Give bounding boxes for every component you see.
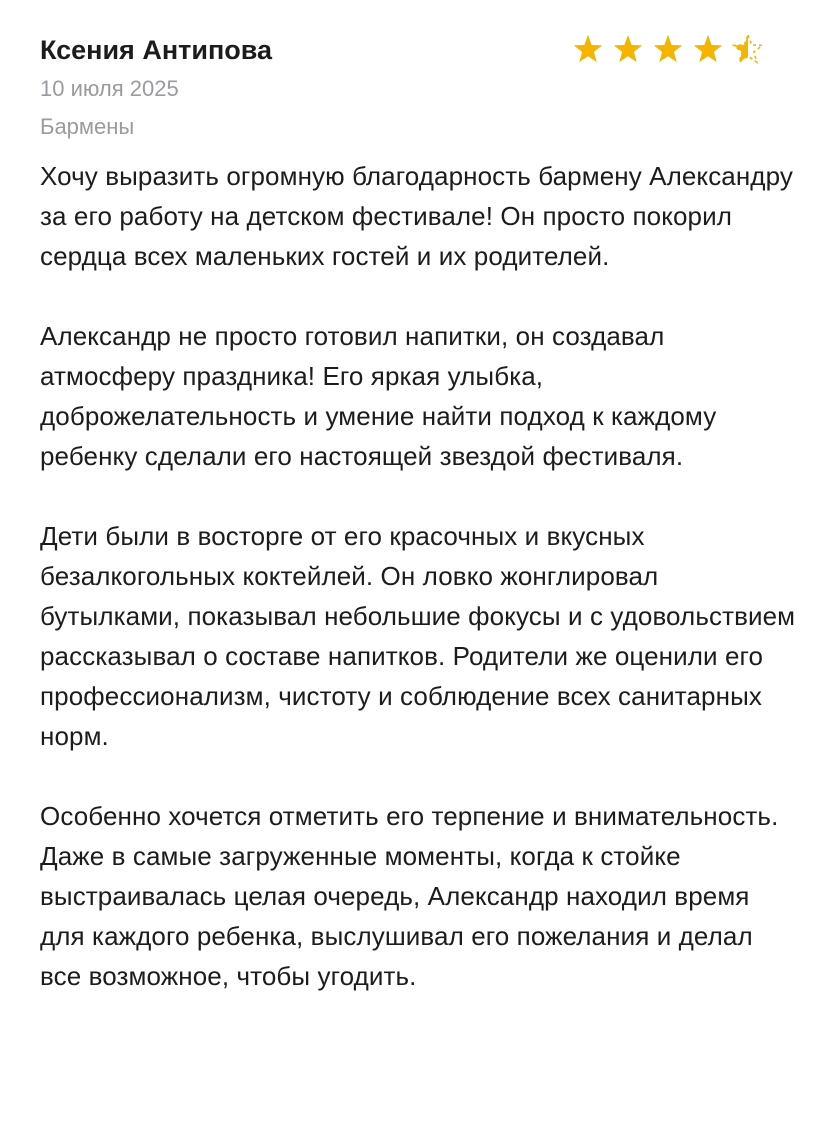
star-icon [654, 35, 683, 62]
author-name: Ксения Антипова [40, 35, 273, 65]
review-date: 10 июля 2025 [40, 76, 179, 101]
review-paragraph: Дети были в восторге от его красочных и вкусных безалкогольных коктейлей. Он ловко жонглировал бутылками, показывал небольшие фокусы и с удовольствием рассказывал о составе напитков. Родители же оценили его профессионализм, чистоту и соблюдение всех санитарных норм. [40, 521, 796, 751]
star-icon [614, 35, 643, 62]
review-paragraph: Хочу выразить огромную благодарность бармену Александру за его работу на детском фестивале! Он просто покорил сердца всех маленьких гостей и их родителей. [40, 161, 793, 271]
stars-icon-group [570, 32, 788, 68]
review-paragraph: Александр не просто готовил напитки, он создавал атмосферу праздника! Его яркая улыбка, доброжелательность и умение найти подход к каждому ребенку сделали его настоящей звездой фестиваля. [40, 321, 717, 471]
star-icon [574, 35, 603, 62]
star-rating [570, 32, 788, 68]
review-header [40, 32, 788, 144]
star-icon [734, 35, 763, 62]
review-category: Бармены [40, 114, 135, 139]
star-icon [694, 35, 723, 62]
review-paragraph: Особенно хочется отметить его терпение и внимательность. Даже в самые загруженные моменты, когда к стойке выстраивалась целая очередь, Александр находил время для каждого ребенка, выслушивал его пожелания и делал все возможное, чтобы угодить. [40, 801, 779, 991]
review-text [40, 156, 800, 996]
